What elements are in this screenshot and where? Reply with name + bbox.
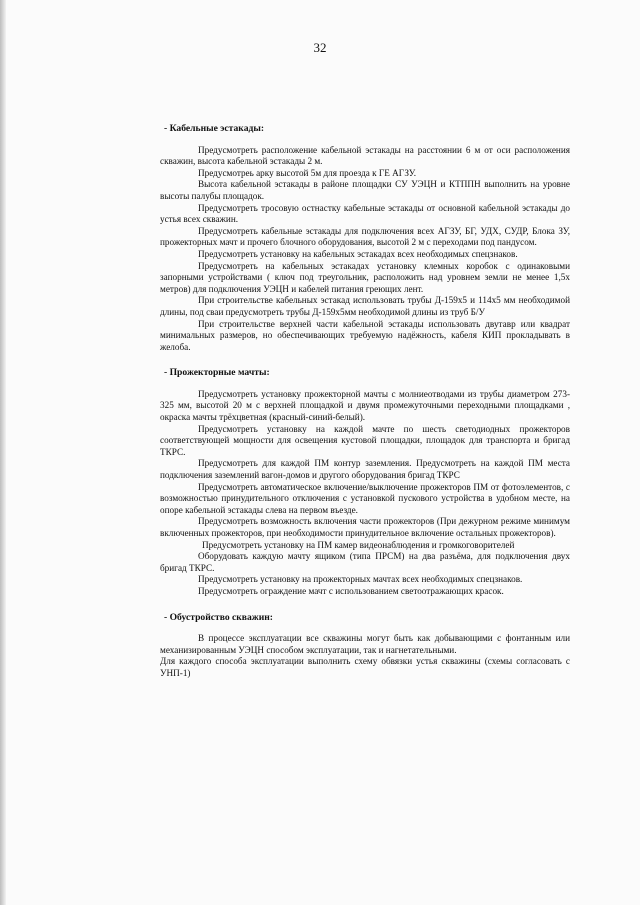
paragraph: Оборудовать каждую мачту ящиком (типа ПРСМ) на два разъёма, для подключения двух бригад ТКРС. [160,551,570,573]
section-heading: - Кабельные эстакады: [164,123,265,134]
paragraph: Предусмотреть кабельные эстакады для подключения всех АГЗУ, БГ, УДХ, СУДР, Блока ЗУ, прожекторных мачт и прочего блочного оборудования, высотой 2 м с переходами под пандусом. [160,225,570,248]
document-body [160,123,570,680]
paragraph: Предусмотреть на кабельных эстакадах установку клемных коробок с одинаковыми запорными устройствами ( ключ под треугольник, расположить над уровнем земли не менее 1,5х метров) для подключения УЭЦН и кабелей питания греющих лент. [160,260,570,294]
page-number: 32 [313,40,327,55]
scan-edge [0,0,6,905]
paragraph: Предусмотреть для каждой ПМ контур заземления. Предусмотреть на каждой ПМ места подключения заземлений вагон-домов и другого оборудования бригад ТКРС [160,458,570,481]
section-gap [160,353,570,367]
paragraph: Высота кабельной эстакады в районе площадки СУ УЭЦН и КТППН выполнить на уровне высоты палубы площадок. [160,179,570,201]
paragraph: Предусмотреть тросовую остнастку кабельные эстакады от основной кабельной эстакады до устья всех скважин. [160,202,570,225]
paragraph: При строительстве верхней части кабельной эстакады использовать двутавр или квадрат минимальных размеров, но обеспечивающих требуемую надёжность, кабеля КИП прокладывать в желоба. [160,318,570,352]
paragraph: При строительстве кабельных эстакад использовать трубы Д-159х5 и 114х5 мм необходимой длины, под сваи предусмотреть трубы Д-159х5мм необходимой длины из труб Б/У [160,295,570,317]
paragraph: Предусмотреть расположение кабельной эстакады на расстоянии 6 м от оси расположения скважин, высота кабельной эстакады 2 м. [160,144,570,167]
paragraph: Предусмотреь арку высотой 5м для проезда к ГЕ АГЗУ. [198,167,416,178]
paragraph: Для каждого способа эксплуатации выполнить схему обвязки устья скважины (схемы согласовать с УНП-1) [160,656,570,678]
section-heading: - Обустройство скважин: [164,611,273,623]
paragraph: Предусмотреть установку на прожекторных мачтах всех необходимых спецзнаков. [198,574,523,585]
paragraph: Предусмотреть автоматическое включение/выключение прожекторов ПМ от фотоэлементов, с возможностью принудительного отключения с установкой пускового устройства в удобном месте, на опоре кабельной эстакады слева на первом въезде. [160,481,570,515]
paragraph: Предусмотреть установку прожекторной мачты с молниеотводами из трубы диаметром 273-325 мм, высотой 20 м с верхней площадкой и двумя промежуточными переходными площадками , окраска мачты трёхцветная (красный-синий-белый). [160,388,570,423]
paragraph: Предусмотреть установку на кабельных эстакадах всех необходимых спецзнаков. [198,248,518,259]
paragraph: Предусмотреть ограждение мачт с использованием светоотражающих красок. [198,585,504,596]
paragraph: Предусмотреть установку на ПМ камер видеонаблюдения и громкоговорителей [202,539,515,550]
paragraph: Предусмотреть установку на каждой мачте по шесть светодиодных прожекторов соответствующей мощности для освещения кустовой площадки, площадок для транспорта и бригад ТКРС. [160,423,570,457]
paragraph: В процессе эксплуатации все скважины могут быть как добывающими с фонтанным или механизированным УЭЦН способом эксплуатации, так и нагнетательными. [160,633,570,655]
section-gap [160,598,570,612]
paragraph: Предусмотреть возможность включения части прожекторов (При дежурном режиме минимум включенных прожекторов, при необходимости принудительное включение остальных прожекторов). [160,516,570,538]
section-heading: - Прожекторные мачты: [164,367,270,379]
